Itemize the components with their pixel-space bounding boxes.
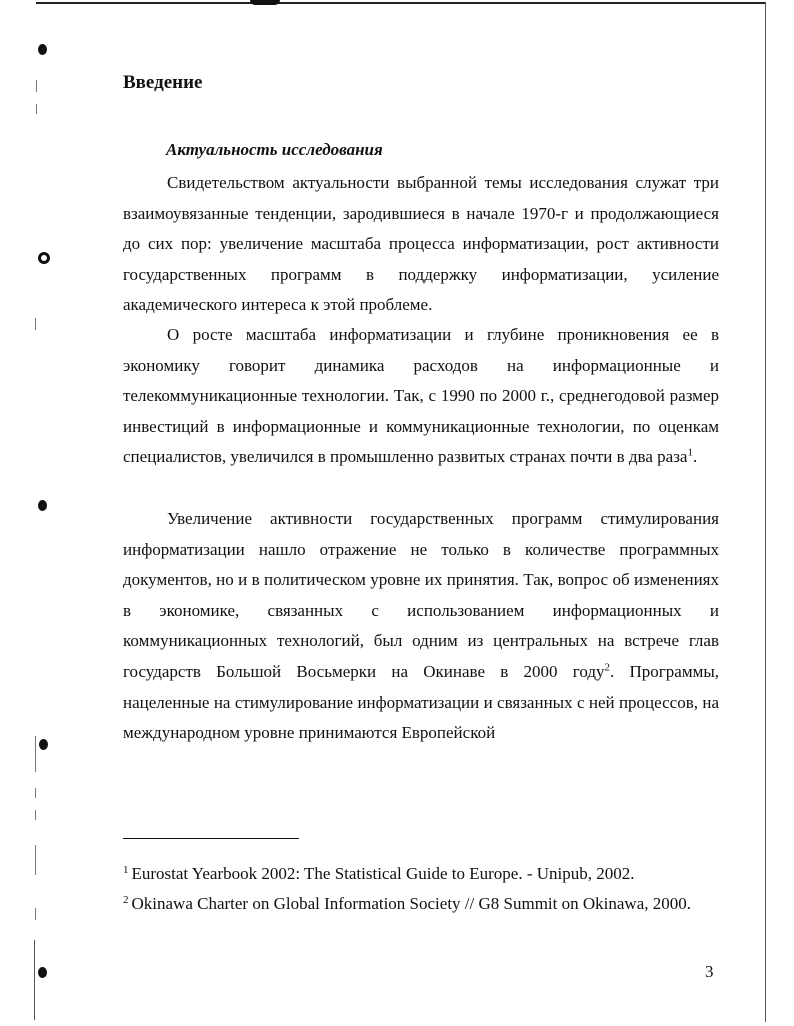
footnote-mark: 1: [123, 864, 129, 876]
punch-hole-mark: [38, 44, 47, 55]
scan-speck: [35, 318, 36, 330]
paragraph-text: Увеличение активности государственных программ стимулирования информатизации нашло отражение не только в количестве программных документов, но и в политическом уровне их принятия. Так, вопрос об изменениях в экономике, связанных с использованием информационных и коммуникационных технологий, был одним из центральных на встрече глав государств Большой Восьмерки на Окинаве в 2000 году: [123, 509, 719, 681]
paragraph-text: О росте масштаба информатизации и глубине проникновения ее в экономику говорит динамика расходов на информационные и телекоммуникационные технологии. Так, с 1990 по 2000 г., среднегодовой размер инвестиций в информационные и коммуникационные технологии, по оценкам специалистов, увеличился в промышленно развитых странах почти в два раза: [123, 325, 719, 467]
scan-border-right: [765, 2, 766, 1022]
section-subheading: Актуальность исследования: [166, 140, 383, 159]
footnote-mark: 2: [123, 894, 129, 906]
punch-hole-mark: [39, 739, 48, 750]
punch-hole-mark: [38, 500, 47, 511]
page-number: 3: [705, 962, 714, 981]
scan-border-left: [34, 940, 35, 1020]
footnote-text: Okinawa Charter on Global Information Society // G8 Summit on Okinawa, 2000.: [131, 894, 691, 913]
punch-hole-mark: [38, 252, 50, 264]
footnote-separator: [123, 838, 299, 839]
footnote-text: Eurostat Yearbook 2002: The Statistical Guide to Europe. - Unipub, 2002.: [131, 864, 635, 883]
punch-hole-mark: [38, 967, 47, 978]
scan-speck: [35, 810, 36, 820]
scan-speck: [35, 845, 36, 875]
scan-smudge: [250, 0, 280, 5]
paragraph-text: . Программы, нацеленные на стимулирование информатизации и связанных с ней процессов, на международном уровне принимаются Европейской: [123, 661, 720, 743]
scan-speck: [36, 80, 37, 92]
footnote-reference: 2: [604, 661, 611, 674]
paragraph-relevance-trends: Свидетельством актуальности выбранной темы исследования служат три взаимоувязанные тенденции, зародившиеся в начале 1970-г и продолжающиеся до сих пор: увеличение масштаба процесса информатизации, рост активности государственных программ в поддержку информатизации, усиление академического интереса к этой проблеме.: [123, 173, 719, 315]
scan-speck: [35, 788, 36, 798]
scan-border-top: [36, 2, 766, 4]
scan-speck: [36, 104, 37, 114]
paragraph-state-programs: [123, 504, 719, 749]
footnote-1: [123, 855, 719, 889]
scan-speck: [35, 908, 36, 920]
scan-speck: [35, 736, 36, 772]
page-title: Введение: [123, 72, 203, 93]
paragraph-text: .: [692, 447, 698, 467]
footnote-reference: 1: [687, 446, 693, 459]
footnote-2: [123, 885, 719, 919]
paragraph-informatization-growth: [123, 320, 719, 473]
